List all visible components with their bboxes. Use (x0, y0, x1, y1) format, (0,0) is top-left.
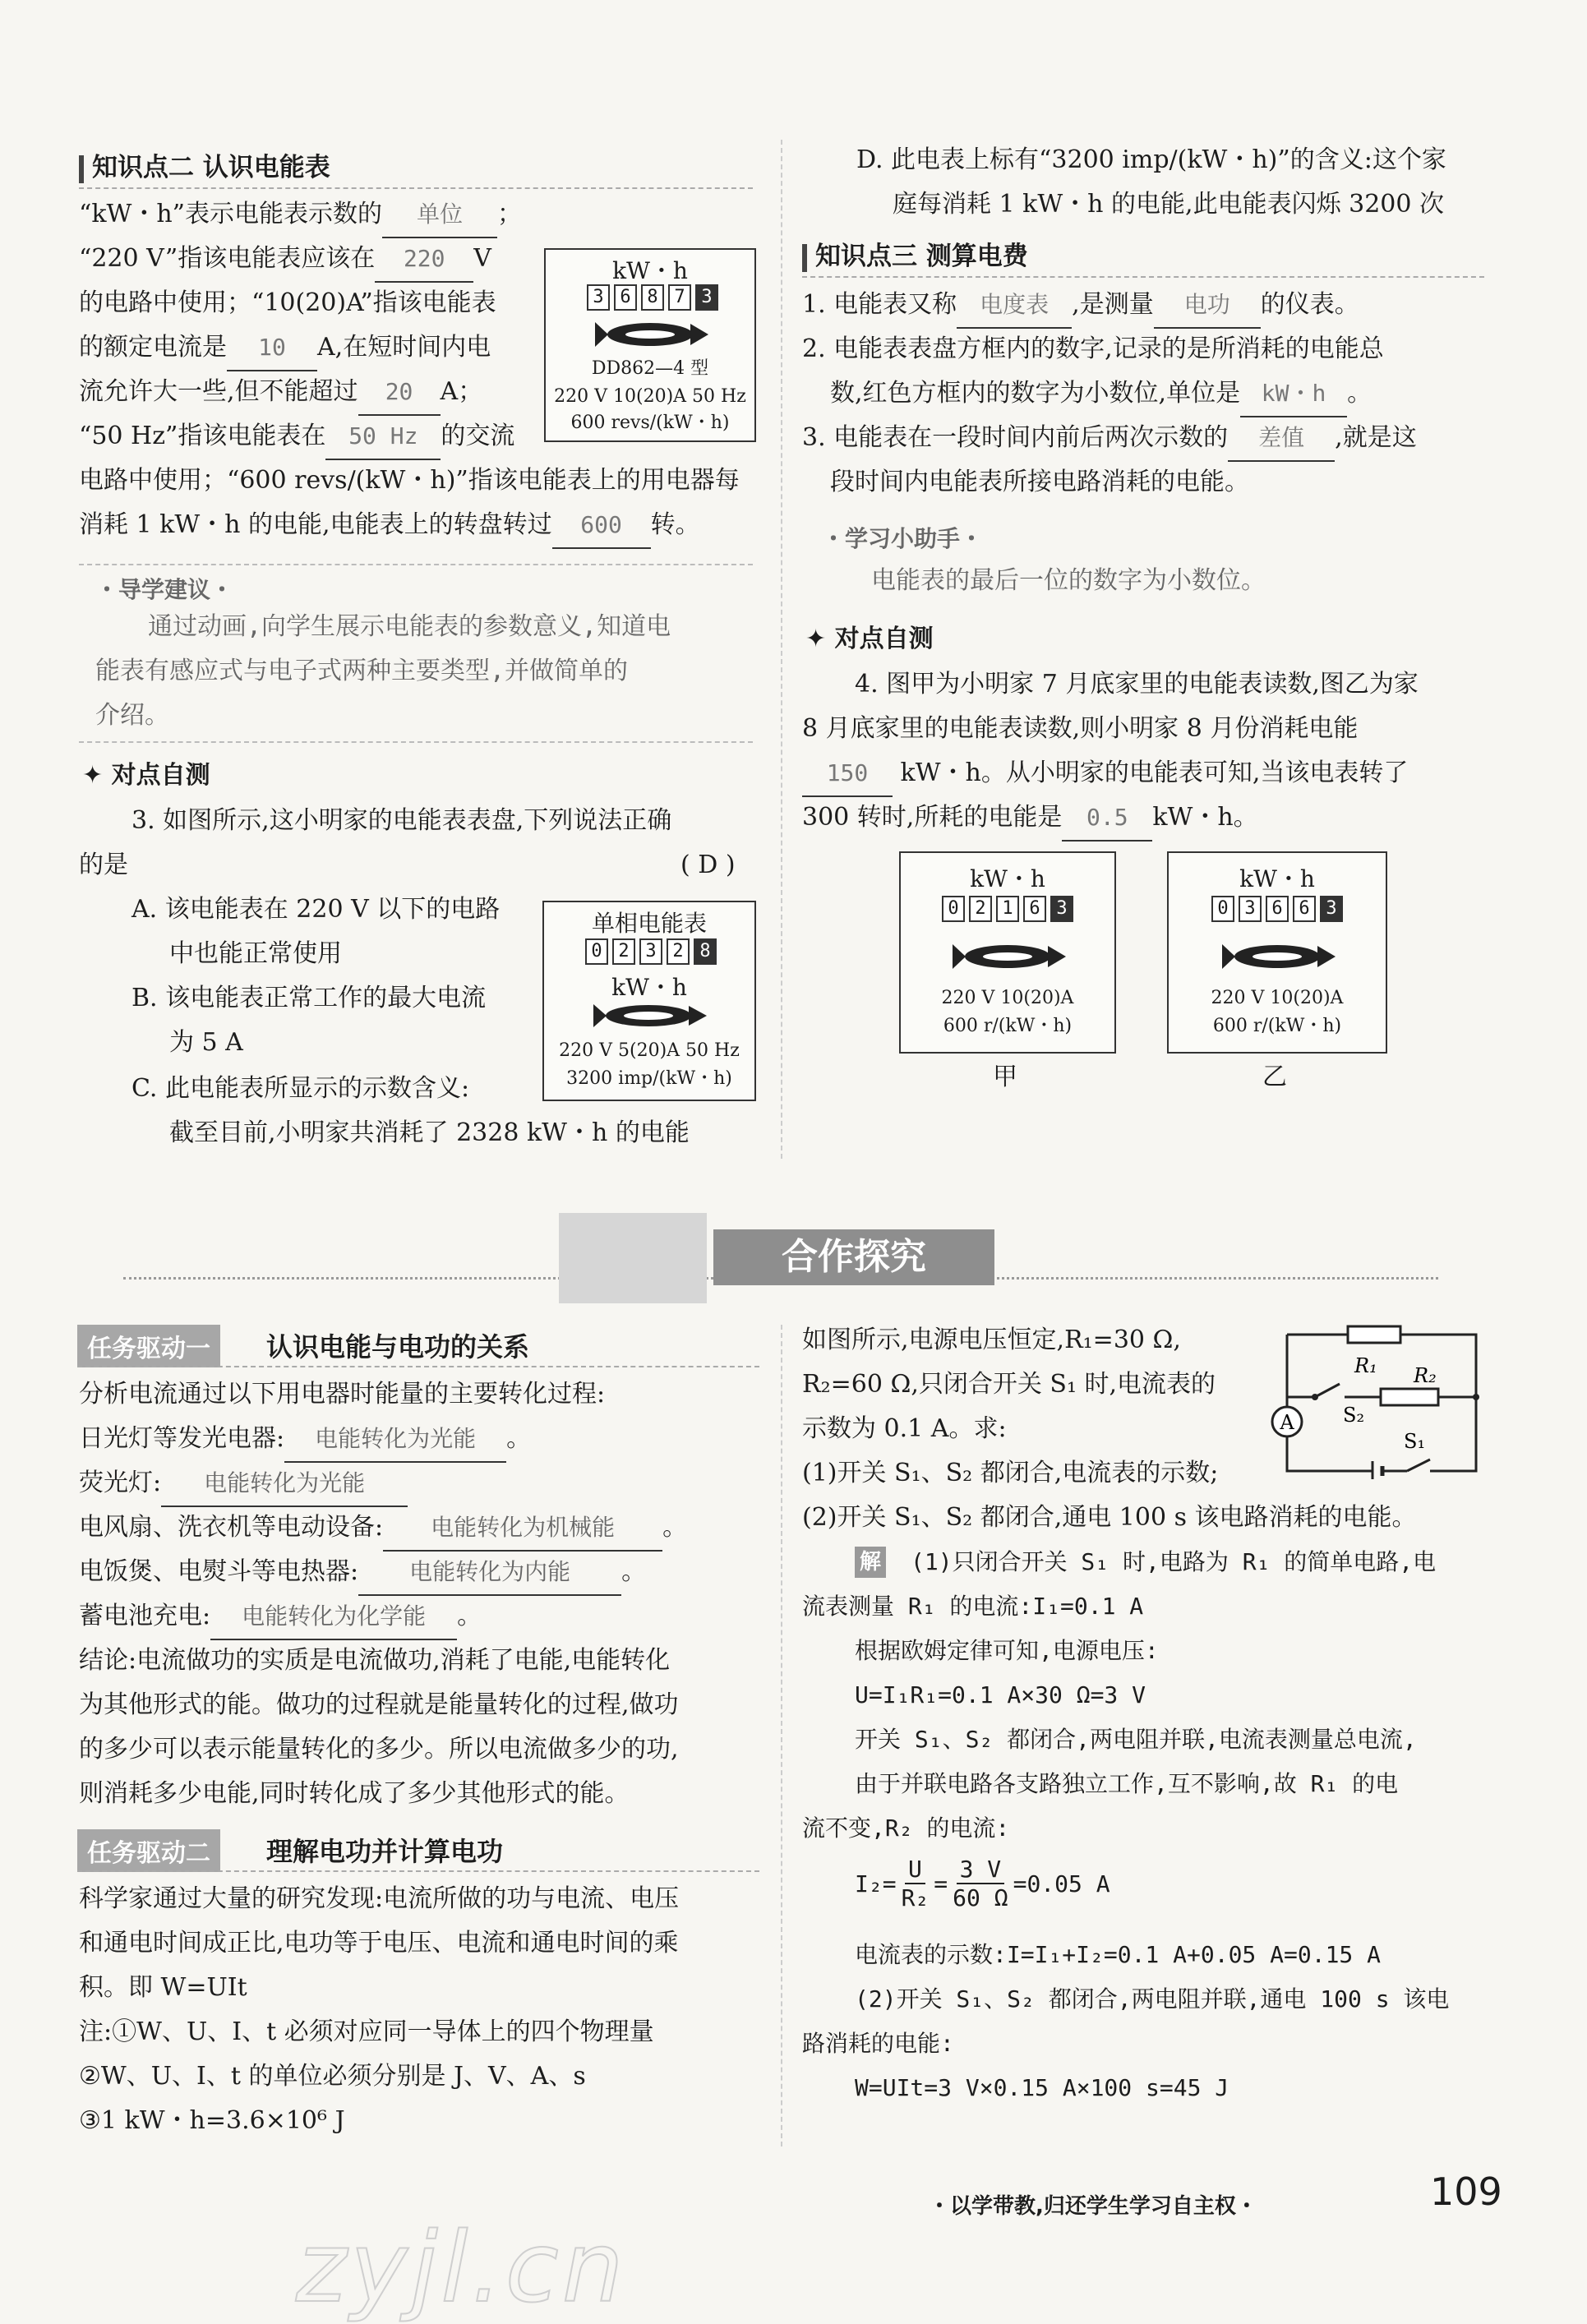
meter-digit: 3 (639, 938, 662, 965)
meter-digit: 0 (585, 938, 608, 965)
section-heading-3: 知识点三 测算电费 (802, 235, 1028, 272)
conclusion-text: 为其他形式的能。做功的过程就是能量转化的过程,做功 (79, 1690, 679, 1719)
helper-title: ・学习小助手・ (822, 525, 984, 552)
column-divider (781, 140, 782, 1159)
meter-unit: kW・h (611, 974, 687, 1001)
option-a: A. 该电能表在 220 V 以下的电路 (131, 895, 501, 924)
option-a: 中也能正常使用 (169, 939, 342, 968)
meter-disc-icon (1216, 938, 1339, 975)
text-line: “220 V”指该电能表应该在 220 V (79, 237, 491, 283)
text-line: 消耗 1 kW・h 的电能,电能表上的转盘转过 600 转。 (79, 503, 700, 549)
meter-disc-icon (587, 999, 710, 1032)
fill-row: 荧光灯: 电能转化为光能 (79, 1461, 408, 1507)
question-text: 3. 如图所示,这小明家的电能表表盘,下列说法正确 (131, 806, 672, 835)
banner-decoration (559, 1213, 707, 1303)
meter-digit: 2 (969, 896, 992, 922)
guide-text: 介绍。 (95, 701, 169, 730)
note-line: ②W、U、I、t 的单位必须分别是 J、V、A、s (79, 2062, 586, 2091)
r1-label: R₁ (1354, 1354, 1377, 1377)
solution-line: 路消耗的电能: (802, 2030, 954, 2057)
fraction-equation (855, 1856, 1110, 1911)
solution-tag: 解 (855, 1547, 886, 1578)
solution-line: 开关 S₁、S₂ 都闭合,两电阻并联,电流表测量总电流, (855, 1726, 1417, 1753)
text-line: 2. 电能表表盘方框内的数字,记录的是所消耗的电能总 (802, 334, 1384, 363)
solution-line: 根据欧姆定律可知,电源电压: (855, 1637, 1159, 1664)
question-text: 300 转时,所耗的电能是 0.5 kW・h。 (802, 795, 1258, 842)
footer-motto: ・以学带教,归还学生学习自主权・ (929, 2194, 1257, 2219)
meter-spec: 220 V 10(20)A (1211, 988, 1344, 1008)
meter-rev: 600 revs/(kW・h) (570, 413, 730, 433)
option-d: D. 此电表上标有“3200 imp/(kW・h)”的含义:这个家 (856, 145, 1446, 174)
meter-rev: 600 r/(kW・h) (1212, 1016, 1342, 1036)
text-line: 段时间内电能表所接电路消耗的电能。 (830, 468, 1249, 496)
electric-meter-diagram (542, 901, 756, 1101)
meter-spec: 220 V 10(20)A 50 Hz (554, 386, 746, 407)
caption-yi: 乙 (1262, 1063, 1287, 1091)
guide-title: ・导学建议・ (95, 576, 234, 603)
meter-digits (1211, 896, 1343, 922)
fill-row: 电饭煲、电熨斗等电热器: 电能转化为内能 。 (79, 1550, 646, 1596)
s2-label: S₂ (1343, 1404, 1365, 1427)
text-line: 1. 电能表又称 电度表 ,是测量 电功 的仪表。 (802, 283, 1359, 329)
option-b: 为 5 A (169, 1028, 243, 1057)
guide-text: 通过动画,向学生展示电能表的参数意义,知道电 (148, 612, 671, 641)
conclusion-text: 结论:电流做功的实质是电流做功,消耗了电能,电能转化 (79, 1646, 671, 1675)
meter-digit: 1 (996, 896, 1019, 922)
problem-text: R₂=60 Ω,只闭合开关 S₁ 时,电流表的 (802, 1370, 1216, 1399)
solution-line: (1)只闭合开关 S₁ 时,电路为 R₁ 的简单电路,电 (911, 1548, 1437, 1575)
electric-meter-diagram (544, 248, 756, 442)
solution-line: U=I₁R₁=0.1 A×30 Ω=3 V (855, 1681, 1146, 1708)
page-number: 109 (1430, 2170, 1502, 2214)
solution-line: 电流表的示数:I=I₁+I₂=0.1 A+0.05 A=0.15 A (855, 1941, 1382, 1968)
divider (79, 187, 753, 189)
problem-text: (2)开关 S₁、S₂ 都闭合,通电 100 s 该电路消耗的电能。 (802, 1503, 1417, 1532)
meter-title: 单相电能表 (591, 910, 707, 937)
task-badge-2: 任务驱动二 (77, 1829, 220, 1872)
equation-part: = (934, 1870, 948, 1897)
problem-text: 如图所示,电源电压恒定,R₁=30 Ω, (802, 1326, 1181, 1354)
option-d: 庭每消耗 1 kW・h 的电能,此电能表闪烁 3200 次 (893, 190, 1444, 219)
divider (77, 1870, 759, 1872)
ammeter-label: A (1280, 1411, 1294, 1434)
column-divider (781, 1325, 782, 2146)
resistor-r1 (1348, 1326, 1400, 1343)
fill-row: 电风扇、洗衣机等电动设备: 电能转化为机械能 。 (79, 1506, 687, 1552)
text-line: 流允许大一些,但不能超过 20 A； (79, 370, 482, 416)
solution-line: 流表测量 R₁ 的电流:I₁=0.1 A (802, 1593, 1144, 1620)
note-line: ③1 kW・h=3.6×10⁶ J (79, 2106, 345, 2135)
meter-spec: 220 V 10(20)A (941, 988, 1074, 1008)
divider (77, 1366, 759, 1367)
problem-text: 示数为 0.1 A。求: (802, 1414, 1007, 1443)
meter-decimal-digit: 8 (694, 938, 717, 965)
meter-digits (942, 896, 1073, 922)
meter-disc-icon (946, 938, 1069, 975)
r2-label: R₂ (1414, 1364, 1437, 1387)
watermark-text: zyjl.cn (296, 2211, 627, 2324)
equation-part: I₂= (855, 1870, 897, 1897)
guide-text: 能表有感应式与电子式两种主要类型,并做简单的 (95, 657, 629, 685)
divider (802, 276, 1484, 278)
conclusion-text: 则消耗多少电能,同时转化成了多少其他形式的能。 (79, 1779, 630, 1808)
text-line: “kW・h”表示电能表示数的 单位 ； (79, 192, 522, 238)
meter-digit: 6 (1266, 896, 1289, 922)
meter-model: DD862—4 型 (591, 358, 709, 379)
meter-digit: 2 (612, 938, 635, 965)
meter-digit: 6 (1023, 896, 1046, 922)
text-line: 科学家通过大量的研究发现:电流所做的功与电流、电压 (79, 1884, 680, 1913)
meter-digits (585, 938, 717, 965)
meter-jia (899, 851, 1116, 1054)
s1-label: S₁ (1404, 1430, 1426, 1453)
conclusion-text: 的多少可以表示能量转化的多少。所以电流做多少的功, (79, 1735, 679, 1764)
caption-jia: 甲 (993, 1063, 1017, 1091)
guide-box (79, 564, 753, 743)
task-badge-1: 任务驱动一 (77, 1325, 220, 1367)
question-text: 的是 (79, 851, 128, 879)
problem-text: (1)开关 S₁、S₂ 都闭合,电流表的示数; (802, 1459, 1219, 1487)
task-title-2: 理解电功并计算电功 (266, 1836, 504, 1867)
equation-part: =0.05 A (1013, 1870, 1110, 1897)
text-line: 和通电时间成正比,电功等于电压、电流和通电时间的乘 (79, 1929, 679, 1957)
meter-spec: 220 V 5(20)A 50 Hz (559, 1040, 740, 1061)
option-c: 截至目前,小明家共消耗了 2328 kW・h 的电能 (169, 1118, 690, 1147)
self-test-heading: ✦ 对点自测 (82, 761, 210, 790)
helper-text: 电能表的最后一位的数字为小数位。 (871, 566, 1266, 595)
section-heading-2: 知识点二 认识电能表 (79, 146, 330, 183)
question-text: 8 月底家里的电能表读数,则小明家 8 月份消耗电能 (802, 714, 1359, 743)
text-line: 数,红色方框内的数字为小数位,单位是 kW・h 。 (830, 371, 1372, 417)
denominator: R₂ (901, 1884, 930, 1911)
meter-unit: kW・h (970, 865, 1045, 892)
meter-digit: 0 (1211, 896, 1234, 922)
option-b: B. 该电能表正常工作的最大电流 (131, 984, 487, 1012)
solution-line: 由于并联电路各支路独立工作,互不影响,故 R₁ 的电 (855, 1770, 1399, 1797)
meter-digit: 8 (641, 284, 664, 311)
text-line: 的电路中使用；“10(20)A”指该电能表 (79, 288, 496, 317)
note-line: 注:①W、U、I、t 必须对应同一导体上的四个物理量 (79, 2017, 654, 2046)
task-title-1: 认识电能与电功的关系 (266, 1331, 530, 1363)
self-test-heading: ✦ 对点自测 (805, 625, 934, 653)
meter-digit: 2 (667, 938, 690, 965)
meter-digit: 6 (614, 284, 637, 311)
denominator: 60 Ω (953, 1884, 1008, 1911)
text-line: “50 Hz”指该电能表在 50 Hz 的交流 (79, 414, 514, 460)
solution-line: (2)开关 S₁、S₂ 都闭合,两电阻并联,通电 100 s 该电 (855, 1985, 1450, 2013)
meter-digits (587, 284, 718, 311)
meter-unit: kW・h (1239, 865, 1315, 892)
meter-decimal-digit: 3 (1320, 896, 1343, 922)
meter-yi (1167, 851, 1387, 1054)
section-banner-title: 合作探究 (713, 1229, 994, 1285)
text-line: 分析电流通过以下用电器时能量的主要转化过程: (79, 1380, 606, 1409)
fraction (902, 1856, 930, 1911)
text-line: 3. 电能表在一段时间内前后两次示数的 差值 ,就是这 (802, 416, 1417, 462)
meter-digit: 7 (668, 284, 691, 311)
meter-digit: 3 (587, 284, 610, 311)
fraction (953, 1856, 1008, 1911)
solution-line: 流不变,R₂ 的电流: (802, 1814, 1010, 1842)
meter-rev: 600 r/(kW・h) (943, 1016, 1073, 1036)
resistor-r2 (1381, 1389, 1438, 1405)
text-line: 积。即 W=UIt (79, 1973, 247, 2002)
meter-digit: 6 (1293, 896, 1316, 922)
meter-digit: 0 (942, 896, 965, 922)
solution-line: W=UIt=3 V×0.15 A×100 s=45 J (855, 2074, 1229, 2101)
meter-digit: 3 (1239, 896, 1262, 922)
numerator: U (905, 1856, 925, 1884)
circuit-diagram (1266, 1315, 1488, 1479)
question-text: 150 kW・h。从小明家的电能表可知,当该电表转了 (802, 751, 1408, 797)
option-c: C. 此电能表所显示的示数含义: (131, 1074, 470, 1103)
meter-rev: 3200 imp/(kW・h) (566, 1068, 732, 1089)
question-text: 4. 图甲为小明家 7 月底家里的电能表读数,图乙为家 (855, 670, 1419, 699)
text-line: 的额定电流是 10 A,在短时间内电 (79, 325, 491, 371)
meter-unit: kW・h (612, 257, 688, 284)
meter-disc-icon (588, 316, 712, 353)
text-line: 电路中使用；“600 revs/(kW・h)”指该电能表上的用电器每 (79, 466, 740, 495)
fill-row: 日光灯等发光电器: 电能转化为光能 。 (79, 1417, 531, 1463)
fill-row: 蓄电池充电: 电能转化为化学能 。 (79, 1594, 482, 1640)
meter-decimal-digit: 3 (1050, 896, 1073, 922)
meter-decimal-digit: 3 (695, 284, 718, 311)
numerator: 3 V (957, 1856, 1005, 1884)
answer: ( D ) (680, 851, 736, 879)
